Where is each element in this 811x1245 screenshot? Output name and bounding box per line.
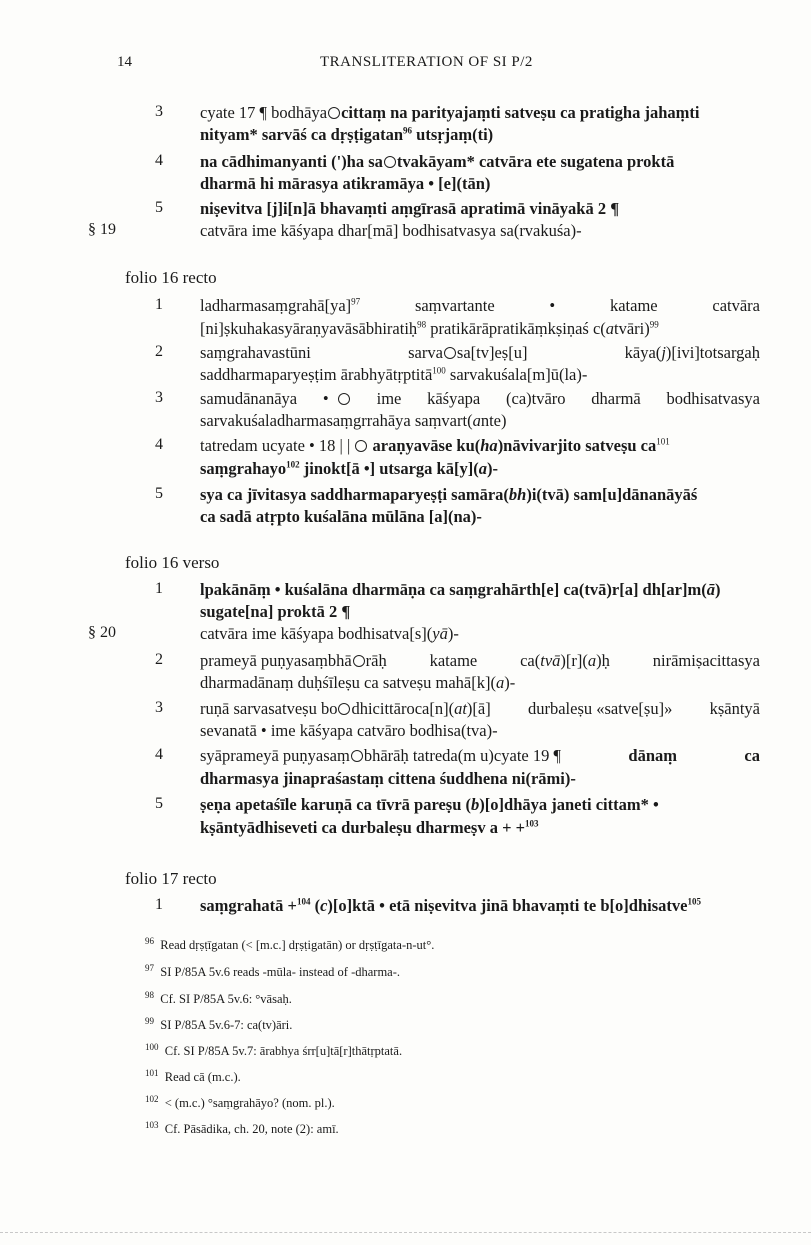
line-number: 3 (155, 699, 163, 716)
page-number: 14 (117, 54, 132, 70)
line-number: 4 (155, 746, 163, 763)
footnote: $^{101}$ Read cā (m.c.). (145, 1067, 241, 1084)
text-line: [ni]ṣkuhakasyāraṇyavāsābhiratiḥ$^{98}$ pratikārāpratikāṃkṣiṇaś c(atvāri)$^{99}$ (200, 319, 659, 338)
text-line: dharmā hi mārasya atikramāya • [e](tān) (200, 174, 491, 193)
text-line: ladharmasaṃgrahā[ya]$^{97}$ saṃvartante • katame catvāra (200, 296, 760, 315)
circle-symbol-icon (351, 750, 363, 762)
text-line: catvāra ime kāśyapa bodhisatva[s](yā)- (200, 624, 459, 643)
text-line: syāprameyā puṇyasaṃ bhārāḥ tatreda(m u)cyate 19 ¶ dānaṃ ca (200, 746, 760, 765)
text-line: dharmadānaṃ duḥśīleṣu ca satveṣu mahā[k](a)- (200, 673, 516, 692)
circle-symbol-icon (355, 440, 367, 452)
line-number: 1 (155, 296, 163, 313)
line-number: 5 (155, 795, 163, 812)
text-line: cyate 17 ¶ bodhāya cittaṃ na parityajaṃti satveṣu ca pratigha jahaṃti (200, 103, 700, 122)
text-line: samudānanāya • ime kāśyapa (ca)tvāro dharmā bodhisatvasya (200, 389, 760, 408)
folio-heading: folio 17 recto (125, 869, 217, 888)
text-line: sarvakuśaladharmasaṃgrrahāya saṃvart(ante) (200, 411, 507, 430)
text-line: ṣeṇa apetaśīle karuṇā ca tīvrā pareṣu (b)[o]dhāya janeti cittam* • (200, 795, 659, 814)
circle-symbol-icon (338, 703, 350, 715)
footnote: $^{97}$ SI P/85A 5v.6 reads -mūla- instead of -dharma-. (145, 962, 401, 979)
footnote: $^{96}$ Read dṛṣṭīgatan (< [m.c.] dṛṣṭigatān) or dṛṣṭīgata-n-ut°. (145, 935, 435, 952)
section-marker: § 20 (88, 624, 116, 641)
text-line: prameyā puṇyasaṃbhā rāḥ katame ca(tvā)[r](a)ḥ nirāmiṣacittasya (200, 651, 760, 670)
text-line: niṣevitva [j]i[n]ā bhavaṃti aṃgīrasā apratimā vināyakā 2 ¶ (200, 199, 620, 218)
folio-heading: folio 16 recto (125, 268, 217, 287)
circle-symbol-icon (444, 347, 456, 359)
line-number: 2 (155, 651, 163, 668)
line-number: 4 (155, 152, 163, 169)
text-line: saddharmaparyeṣṭim ārabhyātṛptitā$^{100}$ sarvakuśala[m]ū(la)- (200, 365, 588, 384)
text-line: sya ca jīvitasya saddharmaparyeṣṭi samāra(bh)i(tvā) sam[u]dānanāyāś (200, 485, 698, 504)
section-marker: § 19 (88, 221, 116, 238)
line-number: 1 (155, 580, 163, 597)
text-line: saṃgrahayo$^{102}$ jinokt[ā •] utsarga kā[y](a)- (200, 459, 498, 478)
text-line: kṣāntyādhiseveti ca durbaleṣu dharmeṣv a + +$^{103}$ (200, 818, 539, 837)
text-line: saṃgrahavastūni sarva sa[tv]eṣ[u] kāya(j)[ivi]totsargaḥ (200, 343, 760, 362)
text-line: dharmasya jinapraśastaṃ cittena śuddhena ni(rāmi)- (200, 769, 576, 788)
line-number: 1 (155, 896, 163, 913)
footnote: $^{102}$ < (m.c.) °saṃgrahāyo? (nom. pl.). (145, 1093, 335, 1110)
footnote: $^{100}$ Cf. SI P/85A 5v.7: ārabhya śrr[u]tā[r]thātṛptatā. (145, 1041, 403, 1058)
line-number: 3 (155, 103, 163, 120)
text-line: lpakānāṃ • kuśalāna dharmāṇa ca saṃgrahārth[e] ca(tvā)r[a] dh[ar]m(ā) (200, 580, 721, 599)
line-number: 5 (155, 199, 163, 216)
footnote: $^{103}$ Cf. Pāsādika, ch. 20, note (2): amī. (145, 1119, 339, 1136)
circle-symbol-icon (338, 393, 350, 405)
scan-edge-divider (0, 1232, 811, 1233)
line-number: 3 (155, 389, 163, 406)
text-line: saṃgrahatā +$^{104}$ (c)[o]ktā • etā niṣevitva jinā bhavaṃti te b[o]dhisatve$^{105}$ (200, 896, 701, 915)
text-line: na cādhimanyanti (')ha sa tvakāyam* catvāra ete sugatena proktā (200, 152, 675, 171)
text-line: ruṇā sarvasatveṣu bo dhicittāroca[n](at)[ā] durbaleṣu «satve[ṣu]» kṣāntyā (200, 699, 760, 718)
text-line: catvāra ime kāśyapa dhar[mā] bodhisatvasya sa(rvakuśa)- (200, 221, 582, 240)
text-line: sugate[na] proktā 2 ¶ (200, 602, 351, 621)
folio-heading: folio 16 verso (125, 553, 220, 572)
footnote: $^{99}$ SI P/85A 5v.6-7: ca(tv)āri. (145, 1015, 293, 1032)
line-number: 2 (155, 343, 163, 360)
footnote: $^{98}$ Cf. SI P/85A 5v.6: °vāsaḥ. (145, 989, 292, 1006)
text-line: tatredam ucyate • 18 | | araṇyavāse ku(ha)nāvivarjito satveṣu $ca^{101}$ (200, 436, 670, 455)
line-number: 4 (155, 436, 163, 453)
text-line: sevanatā • ime kāśyapa catvāro bodhisa(tva)- (200, 721, 498, 740)
line-number: 5 (155, 485, 163, 502)
text-line: nityam* sarvāś ca dṛṣṭigatan$^{96}$ utsṛjaṃ(ti) (200, 125, 494, 144)
text-line: ca sadā atṛpto kuśalāna mūlāna [a](na)- (200, 507, 482, 526)
circle-symbol-icon (384, 156, 396, 168)
running-title: TRANSLITERATION OF SI P/2 (320, 54, 533, 70)
circle-symbol-icon (353, 655, 365, 667)
circle-symbol-icon (328, 107, 340, 119)
